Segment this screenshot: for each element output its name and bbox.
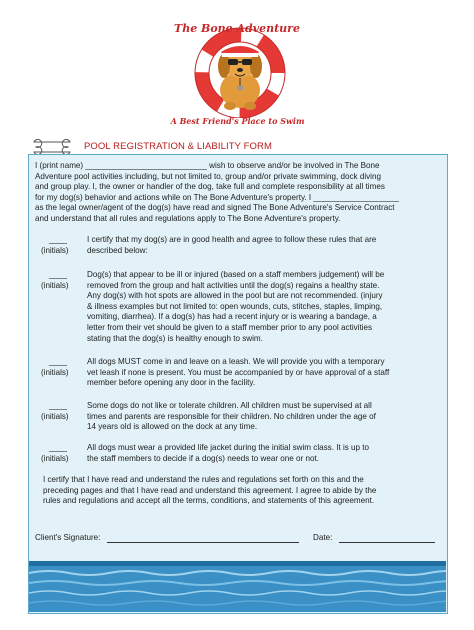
initials-blank[interactable]: ____ — [48, 270, 67, 279]
brand-title: The Bone Adventure — [174, 22, 300, 35]
certification-paragraph — [43, 475, 439, 507]
rule-line: All dogs must wear a provided life jacket during the initial swim class. It is up to — [87, 443, 370, 452]
intro-line: I (print name) ___________________________ wish to observe and/or be involved in The Bone — [35, 161, 380, 170]
rule-line: I certify that my dog(s) are in good health and agree to follow these rules that are — [87, 235, 377, 244]
initials-blank[interactable]: ____ — [48, 401, 67, 410]
intro-line: Adventure pool activities including, but not limited to, group and/or private swimming, dock diving — [35, 171, 381, 181]
rule-text — [87, 235, 437, 256]
rule-line: removed from the group and halt activities until the dog(s) regains a healthy state. — [87, 280, 380, 290]
signature-field[interactable] — [107, 542, 299, 543]
certify-line: rules and regulations and accept all the terms, conditions, and statements of this agreement. — [43, 496, 375, 506]
rule-line: vomiting, diarrhea). If a dog(s) has had a recent injury or is wearing a bandage, a — [87, 312, 377, 322]
rule-line: vet leash if none is present. You must be accompanied by or have approval of a staff — [87, 367, 390, 377]
rule-line: 14 years old is allowed on the dock at any time. — [87, 422, 258, 432]
rule-line: & illness examples but not limited to: open wounds, cuts, stitches, staples, limping, — [87, 301, 383, 311]
pool-water-graphic — [29, 555, 446, 612]
rule-line: the staff members to decide if a dog(s) needs to wear one or not. — [87, 453, 319, 463]
rule-line: stating that the dog(s) is healthy enough to swim. — [87, 333, 263, 343]
initials-blank[interactable]: ____ — [48, 235, 67, 244]
form-title: POOL REGISTRATION & LIABILITY FORM — [84, 141, 272, 152]
intro-line: and understand that all rules and regulations apply to The Bone Adventure's property. — [35, 213, 341, 223]
certify-line: I certify that I have read and understand the rules and regulations set forth on this and the — [43, 475, 364, 484]
rule-line: described below: — [87, 245, 148, 255]
brand-tagline: A Best Friend's Place to Swim — [170, 116, 305, 126]
initials-label: (initials) — [41, 412, 69, 421]
rule-line: Some dogs do not like or tolerate children. All children must be supervised at all — [87, 401, 372, 410]
intro-paragraph — [35, 161, 443, 225]
rule-text — [87, 357, 437, 389]
certify-line: preceding pages and that I have read and understand this agreement. I agree to abide by the — [43, 485, 377, 495]
initials-blank[interactable]: ____ — [48, 443, 67, 452]
signature-label: Client's Signature: — [35, 533, 101, 542]
intro-line: as the legal owner/agent of the dog(s) have read and signed The Bone Adventure's Service Contract — [35, 203, 395, 213]
initials-label: (initials) — [41, 281, 69, 290]
rule-text — [87, 270, 437, 344]
rule-line: All dogs MUST come in and leave on a leash. We will provide you with a temporary — [87, 357, 385, 366]
initials-label: (initials) — [41, 368, 69, 377]
rule-line: times and parents are responsible for their children. No children under the age of — [87, 411, 376, 421]
initials-label: (initials) — [41, 454, 69, 463]
date-field[interactable] — [339, 542, 435, 543]
bone-icon — [28, 139, 76, 155]
intro-line: for my dog(s) behavior and actions while on The Bone Adventure's property. I ___________________ — [35, 192, 399, 202]
form-header — [28, 139, 448, 155]
rule-text — [87, 443, 437, 464]
form-box — [28, 154, 448, 614]
rule-line: Any dog(s) with hot spots are allowed in the pool but are not recommended. (injury — [87, 291, 383, 301]
intro-line: and group play. I, the owner or handler of the dog, take full and complete responsibility at all times — [35, 182, 385, 192]
rule-line: member before opening any door in the facility. — [87, 378, 256, 388]
initials-blank[interactable]: ____ — [48, 357, 67, 366]
rule-line: Dog(s) that appear to be ill or injured (based on a staff members judgement) will be — [87, 270, 385, 279]
date-label: Date: — [313, 533, 333, 542]
rule-line: letter from their vet should be given to a staff member prior to any pool activities — [87, 322, 373, 332]
initials-label: (initials) — [41, 246, 69, 255]
rule-text — [87, 401, 437, 433]
